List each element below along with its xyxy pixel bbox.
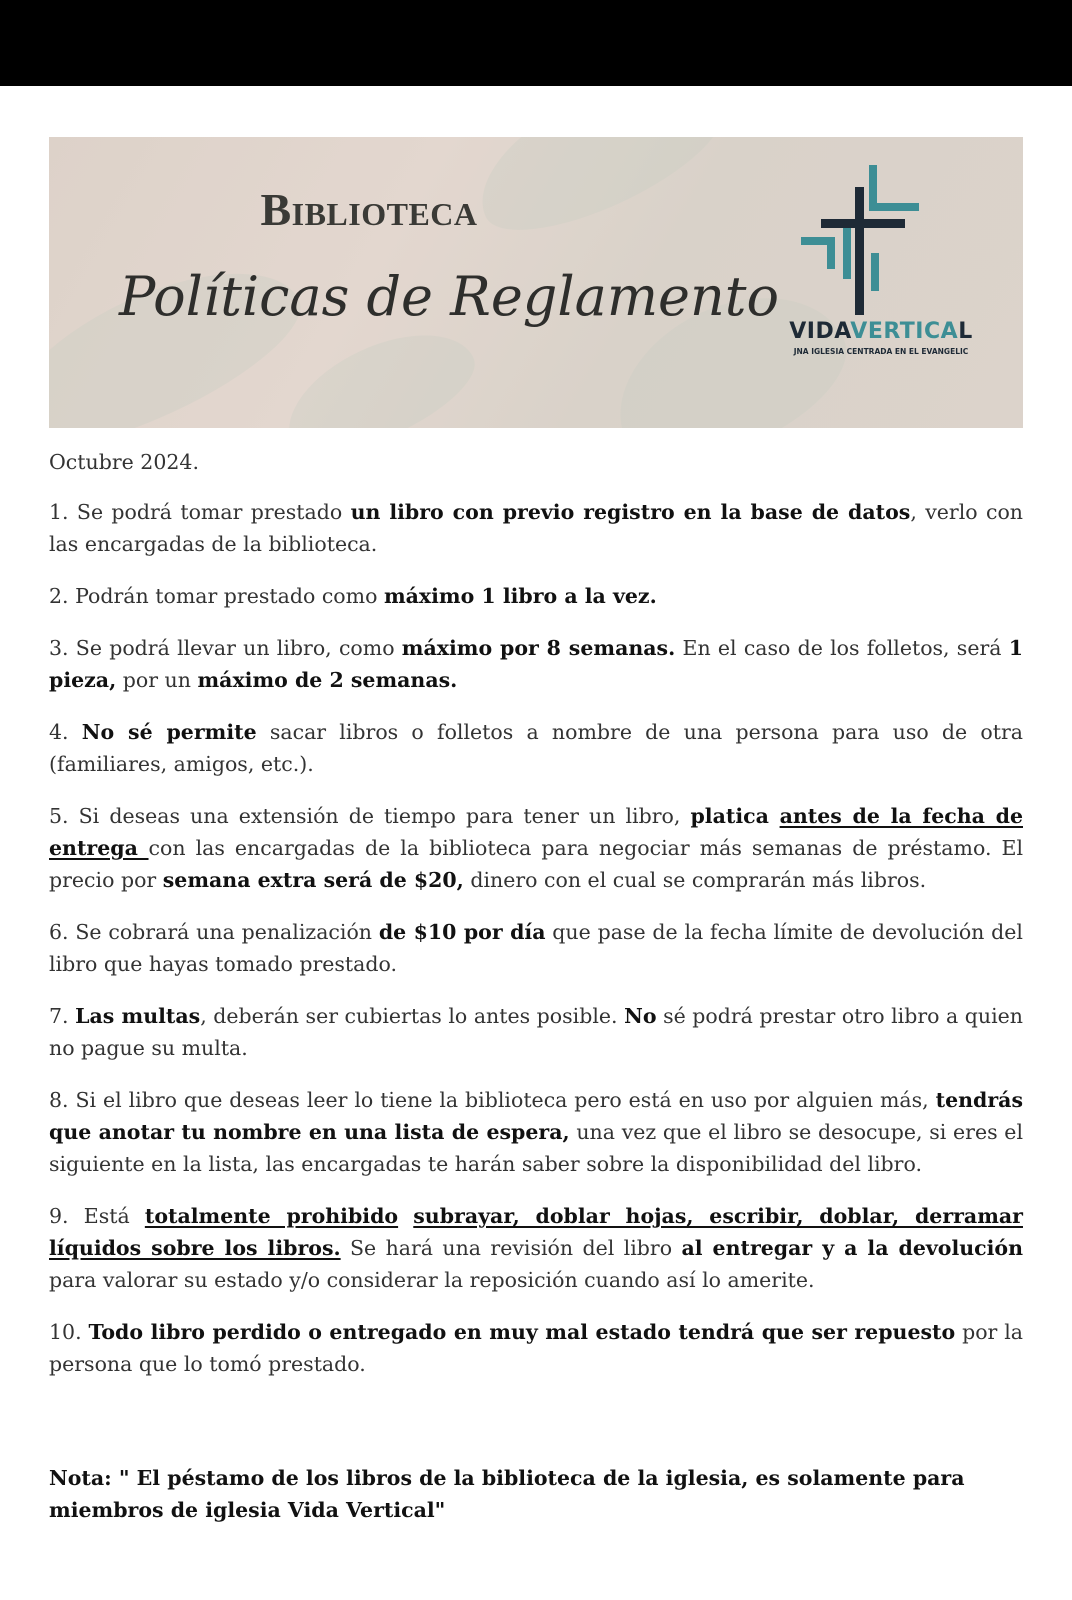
rule-3: 3. Se podrá llevar un libro, como máximo por 8 semanas. En el caso de los folletos, será 1 pieza, por un máximo de 2 semanas. xyxy=(49,636,1023,692)
rule-4: 4. No sé permite sacar libros o folletos a nombre de una persona para uso de otra (familiares, amigos, etc.). xyxy=(49,720,1023,776)
membership-note: Nota: " El péstamo de los libros de la biblioteca de la iglesia, es solamente para miembros de iglesia Vida Vertical" xyxy=(49,1466,965,1522)
logo-wordmark: VIDAVERTICAL xyxy=(789,319,973,344)
rule-1: 1. Se podrá tomar prestado un libro con previo registro en la base de datos, verlo con las encargadas de la biblioteca. xyxy=(49,500,1023,556)
banner-subtitle: Políticas de Reglamento xyxy=(119,265,779,328)
cross-logo-icon xyxy=(801,165,931,317)
rule-5: 5. Si deseas una extensión de tiempo para tener un libro, platica antes de la fecha de entrega con las encargadas de la biblioteca para negociar más semanas de préstamo. El precio por semana extra será de $20, dinero con el cual se comprarán más libros. xyxy=(49,804,1024,892)
rule-10: 10. Todo libro perdido o entregado en muy mal estado tendrá que ser repuesto por la persona que lo tomó prestado. xyxy=(49,1320,1024,1376)
rule-9: 9. Está totalmente prohibido subrayar, doblar hojas, escribir, doblar, derramar líquidos sobre los libros. Se hará una revisión del libro al entregar y a la devolución para valorar su estado y/o considerar la reposición cuando así lo amerite. xyxy=(49,1204,1023,1292)
document-date: Octubre 2024. xyxy=(49,450,199,474)
header-banner xyxy=(49,137,1023,428)
leaf-decoration xyxy=(49,235,319,428)
top-black-bar xyxy=(0,0,1072,86)
rules-body xyxy=(49,446,1023,1400)
logo-tagline: JNA IGLESIA CENTRADA EN EL EVANGELIC xyxy=(793,347,969,356)
banner-title: Biblioteca xyxy=(260,184,478,235)
rule-8: 8. Si el libro que deseas leer lo tiene la biblioteca pero está en uso por alguien más, tendrás que anotar tu nombre en una lista de espera, una vez que el libro se desocupe, si eres el siguiente en la lista, las encargadas te harán saber sobre la disponibilidad del libro. xyxy=(49,1088,1023,1176)
rule-7: 7. Las multas, deberán ser cubiertas lo antes posible. No sé podrá prestar otro libro a quien no pague su multa. xyxy=(49,1004,1023,1060)
rule-6: 6. Se cobrará una penalización de $10 por día que pase de la fecha límite de devolución del libro que hayas tomado prestado. xyxy=(49,920,1023,976)
rule-2: 2. Podrán tomar prestado como máximo 1 libro a la vez. xyxy=(49,584,657,608)
